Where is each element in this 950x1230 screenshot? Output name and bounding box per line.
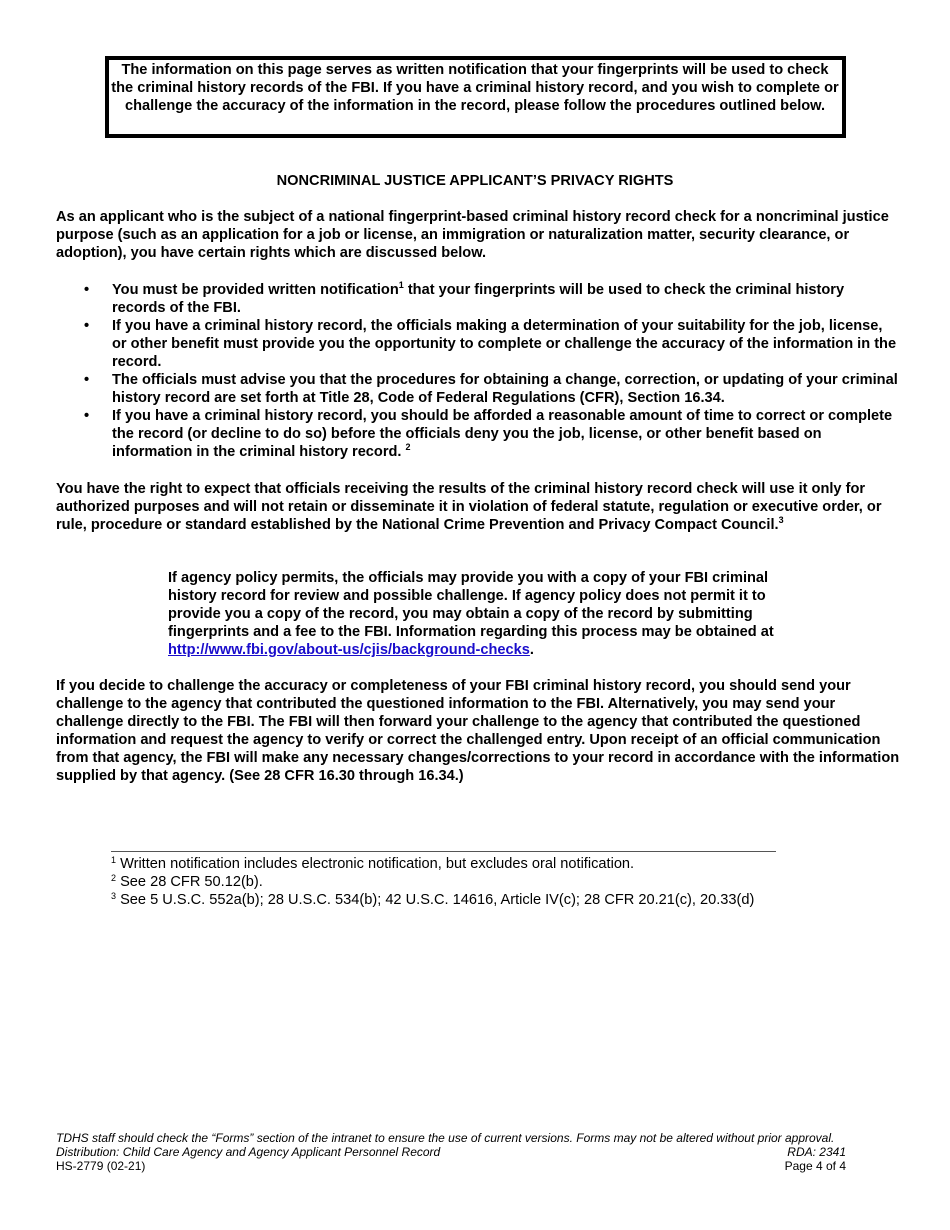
list-item: • You must be provided written notification$^1$ that your fingerprints will be used to check the criminal history records of the FBI. [84,280,845,316]
footnote-divider [111,851,776,852]
distribution-text: Distribution: Child Care Agency and Agency Applicant Personnel Record [56,1145,441,1159]
footnote-2: $^2$ See 28 CFR 50.12(b). [111,873,263,890]
challenge-paragraph: If you decide to challenge the accuracy or completeness of your FBI criminal history record, you should send your challenge to the agency that contributed the questioned information to the FBI. Alternatively, you may send your challenge directly to the FBI. The FBI will then forward your challenge to the agency that contributed the questioned information and request the agency to verify or correct the challenged entry. Upon receipt of an official communication from that agency, the FBI will make any necessary changes/corrections to your record in accordance with the information supplied by that agency. (See 28 CFR 16.30 through 16.34.) [56,678,900,784]
footnote-1: $^1$ Written notification includes electronic notification, but excludes oral notification. [111,855,635,872]
page-footer [56,1131,868,1173]
list-item: • If you have a criminal history record, you should be afforded a reasonable amount of time to correct or complete the record (or decline to do so) before the officials deny you the job, license, or other benefit based on information in the criminal history record. $^2$ [84,408,893,460]
footer-notice: TDHS staff should check the “Forms” section of the intranet to ensure the use of current versions. Forms may not be altered without prior approval. [56,1131,835,1145]
bullet-icon: • [84,372,90,388]
footnote-ref: 3 [778,515,784,525]
footnote-ref: 2 [405,442,411,452]
list-item: • If you have a criminal history record, the officials making a determination of your suitability for the job, license, or other benefit must provide you the opportunity to complete or challenge the accuracy of the information in the record. [84,318,897,370]
page-title: NONCRIMINAL JUSTICE APPLICANT’S PRIVACY RIGHTS [276,173,674,189]
footnote-ref: 1 [398,280,404,290]
fbi-background-checks-link[interactable]: http://www.fbi.gov/about-us/cjis/background-checks [168,642,530,658]
record-copy-paragraph: If agency policy permits, the officials may provide you with a copy of your FBI criminal history record for review and possible challenge. If agency policy does not permit it to provide you a copy of the record, you may obtain a copy of the record by submitting fingerprints and a fee to the FBI. Information regarding this process may be obtained at http://www.fbi.gov/about-us/cjis/background-checks. [168,570,774,658]
bullet-icon: • [84,408,90,424]
rda-number: RDA: 2341 [787,1145,846,1159]
footnote-3: $^3$ See 5 U.S.C. 552a(b); 28 U.S.C. 534(b); 42 U.S.C. 14616, Article IV(c); 28 CFR 20.21(c), 20.33(d) [111,891,755,908]
notification-notice: The information on this page serves as written notification that your fingerprints will be used to check the criminal history records of the FBI. If you have a criminal history record, and you wish to complete or challenge the accuracy of the information in the record, please follow the procedures outlined below. [111,62,839,114]
bullet-icon: • [84,318,90,334]
authorized-use-paragraph: You have the right to expect that officials receiving the results of the criminal history record check will use it only for authorized purposes and will not retain or disseminate it in violation of federal statute, regulation or executive order, or rule, procedure or standard established by the National Crime Prevention and Privacy Compact Council.$^3$ [56,481,882,533]
footnotes [111,855,891,909]
list-item: • The officials must advise you that the procedures for obtaining a change, correction, or updating of your criminal history record are set forth at Title 28, Code of Federal Regulations (CFR), Section 16.34. [84,372,898,406]
form-number: HS-2779 (02-21) [56,1159,146,1173]
bullet-icon: • [84,282,90,298]
rights-list [56,281,901,461]
page-number: Page 4 of 4 [784,1159,846,1173]
intro-paragraph: As an applicant who is the subject of a national fingerprint-based criminal history record check for a noncriminal justice purpose (such as an application for a job or license, an immigration or naturalization matter, security clearance, or adoption), you have certain rights which are discussed below. [56,209,889,261]
